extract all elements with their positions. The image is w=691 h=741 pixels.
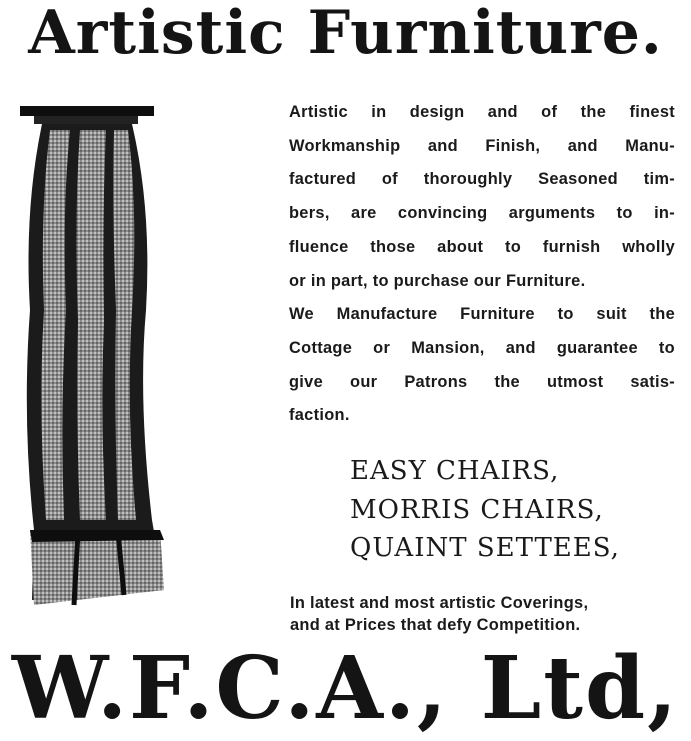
product-item: EASY CHAIRS, bbox=[350, 456, 560, 486]
body-line: Artistic in design and of the finest bbox=[289, 103, 675, 121]
body-line: We Manufacture Furniture to suit the bbox=[289, 305, 675, 324]
coverings-line: and at Prices that defy Competition. bbox=[290, 616, 581, 634]
coverings-line: In latest and most artistic Coverings, bbox=[290, 594, 589, 612]
headline: Artistic Furniture. bbox=[28, 0, 663, 68]
body-line: factured of thoroughly Seasoned tim- bbox=[289, 170, 675, 189]
body-line: give our Patrons the utmost satis- bbox=[289, 372, 675, 391]
body-line: or in part, to purchase our Furniture. bbox=[289, 271, 586, 290]
product-item: MORRIS CHAIRS, bbox=[350, 494, 604, 525]
body-line: fluence those about to furnish wholly bbox=[289, 237, 675, 256]
body-line: Workmanship and Finish, and Manu- bbox=[289, 136, 675, 155]
body-line: Cottage or Mansion, and guarantee to bbox=[289, 338, 675, 357]
body-line: faction. bbox=[289, 406, 350, 425]
coverings-note bbox=[290, 592, 670, 640]
firm-name: W.F.C.A., Ltd, bbox=[11, 638, 680, 739]
body-line: bers, are convincing arguments to in- bbox=[289, 204, 675, 223]
advertisement-body-text bbox=[289, 96, 675, 426]
product-item: QUAINT SETTEES, bbox=[350, 533, 620, 563]
product-list bbox=[350, 452, 680, 576]
pedestal-illustration bbox=[14, 100, 174, 620]
